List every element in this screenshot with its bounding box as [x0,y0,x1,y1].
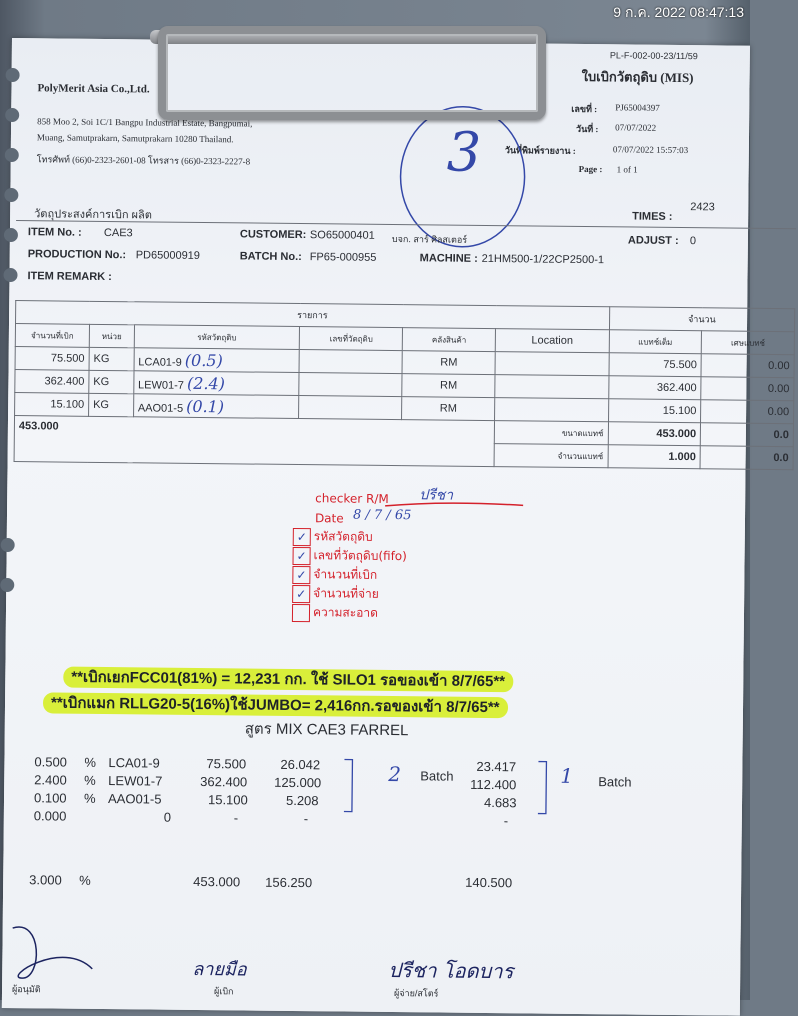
hand-note: (2.4) [186,373,226,393]
mix-table [23,754,724,871]
mix-b1: 4.683 [483,794,517,811]
punch-hole [5,148,19,162]
mix-total-pct: 3.000 [29,872,62,888]
row-location [495,398,609,422]
code-text: AAO01-5 [137,401,184,415]
mix-b2: - [303,811,309,827]
check-icon: ✓ [293,527,311,545]
col-header: เลขที่วัตถุดิบ [300,327,403,351]
customer-label: CUSTOMER: [239,228,307,242]
checklist-item [292,603,406,623]
checker-label: checker R/M [315,491,389,506]
batch-2-label: Batch [420,768,454,784]
check-icon: ✓ [293,546,311,564]
machine-label: MACHINE : [419,252,478,265]
company-address-2: Muang, Samutprakarn, Samutprakarn 10280 Thailand. [36,132,234,145]
note-1 [63,665,513,694]
mix-b2: 26.042 [280,756,321,773]
count-frac: 0.0 [700,446,793,470]
mix-b2: - [233,810,239,826]
row-frac: 0.00 [701,354,794,378]
col-header: แบทช์เต็ม [609,330,702,354]
row-lot [299,373,402,397]
page-label: Page : [578,163,603,175]
mix-qty: 362.400 [200,774,248,790]
check-icon [292,603,310,621]
col-header: หน่วย [89,324,134,347]
row-location [495,375,609,399]
batch-2-count: 2 [388,761,402,787]
mix-total-unit: % [79,872,91,888]
bracket [342,758,357,814]
row-full: 75.500 [609,353,702,377]
mix-unit: % [83,790,96,806]
doc-no: PJ65004397 [615,102,660,113]
note-2 [43,690,508,719]
size-label: ขนาดแบทช์ [494,421,608,445]
document-sheet [2,38,790,1016]
row-unit: KG [88,393,133,416]
batch-label: BATCH No.: [239,250,302,264]
batch-1-label: Batch [598,774,632,790]
company-address-1: 858 Moo 2, Soi 1C/1 Bangpu Industrial Estate, Bangpumai, [37,116,253,129]
customer-name: บจก. สาร์ ศิลสเตอร์ [391,233,468,245]
mix-b1: 23.417 [476,758,517,775]
col-header: Location [495,329,609,353]
mix-qty: 0 [163,809,172,825]
doc-no-label: เลขที่ : [571,103,598,115]
company-phone: โทรศัพท์ (66)0-2323-2601-08 โทรสาร (66)0-2323-2227-8 [36,154,251,167]
item-no-label: ITEM No. : [27,226,82,239]
row-frac: 0.00 [701,377,794,401]
requester-label: ผู้เบิก [213,986,234,997]
mix-title: สูตร MIX CAE3 FARREL [244,720,409,740]
form-code: PL-F-002-00-23/11/59 [609,50,698,62]
mix-total-qty: 453.000 [193,873,241,890]
checklist-item [292,546,406,566]
production-label: PRODUCTION No.: [27,248,127,262]
mix-code: LCA01-9 [108,755,160,771]
punch-hole [4,228,18,242]
row-location [495,352,609,376]
timestamp-overlay: 9 ก.ค. 2022 08:47:13 [613,4,744,20]
checklist-label: เลขที่วัตถุดิบ(fifo) [313,548,407,564]
col-header: เศษแบทช์ [702,331,795,355]
row-full: 15.100 [608,399,701,423]
row-code [133,371,299,396]
mix-pct: 0.100 [33,790,67,806]
row-code [133,394,299,419]
punch-hole [4,188,18,202]
company-name: PolyMerit Asia Co.,Ltd. [37,82,150,96]
items-table [14,300,796,470]
mix-qty: 75.500 [206,756,247,772]
checklist-label: รหัสวัตถุดิบ [313,529,373,544]
col-header: รหัสวัตถุดิบ [134,325,300,350]
checklist-label: จำนวนที่จ่าย [313,586,379,601]
col-header: จำนวนที่เบิก [15,324,89,348]
count-label: จำนวนแบทช์ [494,444,608,468]
hand-note: (0.1) [186,396,225,416]
mix-unit: % [84,772,96,788]
batch: FP65-000955 [309,251,377,264]
clipboard-clip [158,26,546,120]
checklist-item [292,584,406,604]
mix-total-b2: 156.250 [265,874,313,891]
row-warehouse: RM [402,374,495,398]
hand-number: 3 [446,120,482,184]
checklist-label: ความสะอาด [312,605,378,620]
times-label: TIMES : [632,210,673,223]
punch-hole [1,538,15,552]
production: PD65000919 [135,249,201,262]
punch-hole [6,68,20,82]
row-qty: 15.100 [15,393,89,417]
checklist-item [293,527,407,547]
times-value: 2423 [690,201,715,214]
mix-code: AAO01-5 [107,791,162,807]
adjust-label: ADJUST : [627,234,679,247]
checklist [292,527,407,623]
mix-unit: % [84,754,97,770]
mix-b2: 125.000 [274,774,322,791]
bracket [536,760,551,816]
row-full: 362.400 [608,376,701,400]
checker-date-label: Date [314,511,344,526]
group-header: รายการ [16,301,610,330]
row-unit: KG [89,370,134,393]
code-text: LCA01-9 [138,355,182,369]
col-header: คลังสินค้า [403,328,496,352]
doc-date-label: วันที่ : [576,123,599,135]
row-frac: 0.00 [701,400,794,424]
checker-sign: ปรีชา [419,487,454,504]
checklist-label: จำนวนที่เบิก [313,567,378,582]
count-value: 1.000 [608,445,701,469]
item-no: CAE3 [103,226,133,240]
customer: SO65000401 [309,229,375,242]
note-text: **เบิกเยกFCC01(81%) = 12,231 กก. ใช้ SILO1 รอของเข้า 8/7/65** [63,667,513,693]
mix-pct: 0.000 [33,808,67,824]
size-frac: 0.0 [701,423,794,447]
row-qty: 75.500 [15,347,89,371]
store-signature: ปรีชา โอดบาร [388,957,514,984]
mix-b1: 112.400 [470,776,517,793]
checker-date: 8 / 7 / 65 [352,507,412,524]
adjust: 0 [689,235,697,248]
print-date: 07/07/2022 15:57:03 [612,144,689,156]
row-lot [299,350,402,374]
mix-b2: 5.208 [285,792,319,809]
qty-header: จำนวน [609,307,795,332]
punch-hole [5,108,19,122]
row-code [134,348,300,373]
print-date-label: วันที่พิมพ์รายงาน : [504,145,576,156]
total-qty: 453.000 [14,416,495,467]
code-text: LEW01-7 [138,378,185,392]
doc-date: 07/07/2022 [615,122,657,133]
machine: 21HM500-1/22CP2500-1 [481,252,605,267]
batch-1-count: 1 [560,763,574,788]
mix-code: LEW01-7 [108,773,163,789]
hand-note: (0.5) [184,350,223,370]
mix-pct: 0.500 [34,754,68,770]
checklist-item [292,565,406,585]
row-unit: KG [89,347,134,370]
row-lot [299,396,402,420]
size-value: 453.000 [608,422,701,446]
doc-title: ใบเบิกวัตถุดิบ (MIS) [581,68,694,86]
check-icon: ✓ [292,584,310,602]
row-qty: 362.400 [15,370,89,394]
mix-total-b1: 140.500 [465,874,513,891]
mix-pct: 2.400 [34,772,67,788]
check-icon: ✓ [292,565,310,583]
page-number: 1 of 1 [616,164,638,175]
note-text: **เบิกแมก RLLG20-5(16%)ใช้JUMBO= 2,416กก.รอของเข้า 8/7/65** [43,692,508,718]
requester-signature: ลายมือ [192,958,247,981]
item-remark-label: ITEM REMARK : [27,270,112,284]
store-label: ผู้จ่าย/สโตร์ [393,988,439,999]
mix-qty: 15.100 [207,792,248,808]
row-warehouse: RM [402,351,495,375]
row-warehouse: RM [402,397,495,421]
punch-hole [0,578,14,592]
purpose: วัตถุประสงค์การเบิก ผลิต [34,208,152,222]
approver-label: ผู้อนุมัติ [11,984,41,995]
mix-b1: - [503,813,509,829]
punch-hole [3,268,17,282]
